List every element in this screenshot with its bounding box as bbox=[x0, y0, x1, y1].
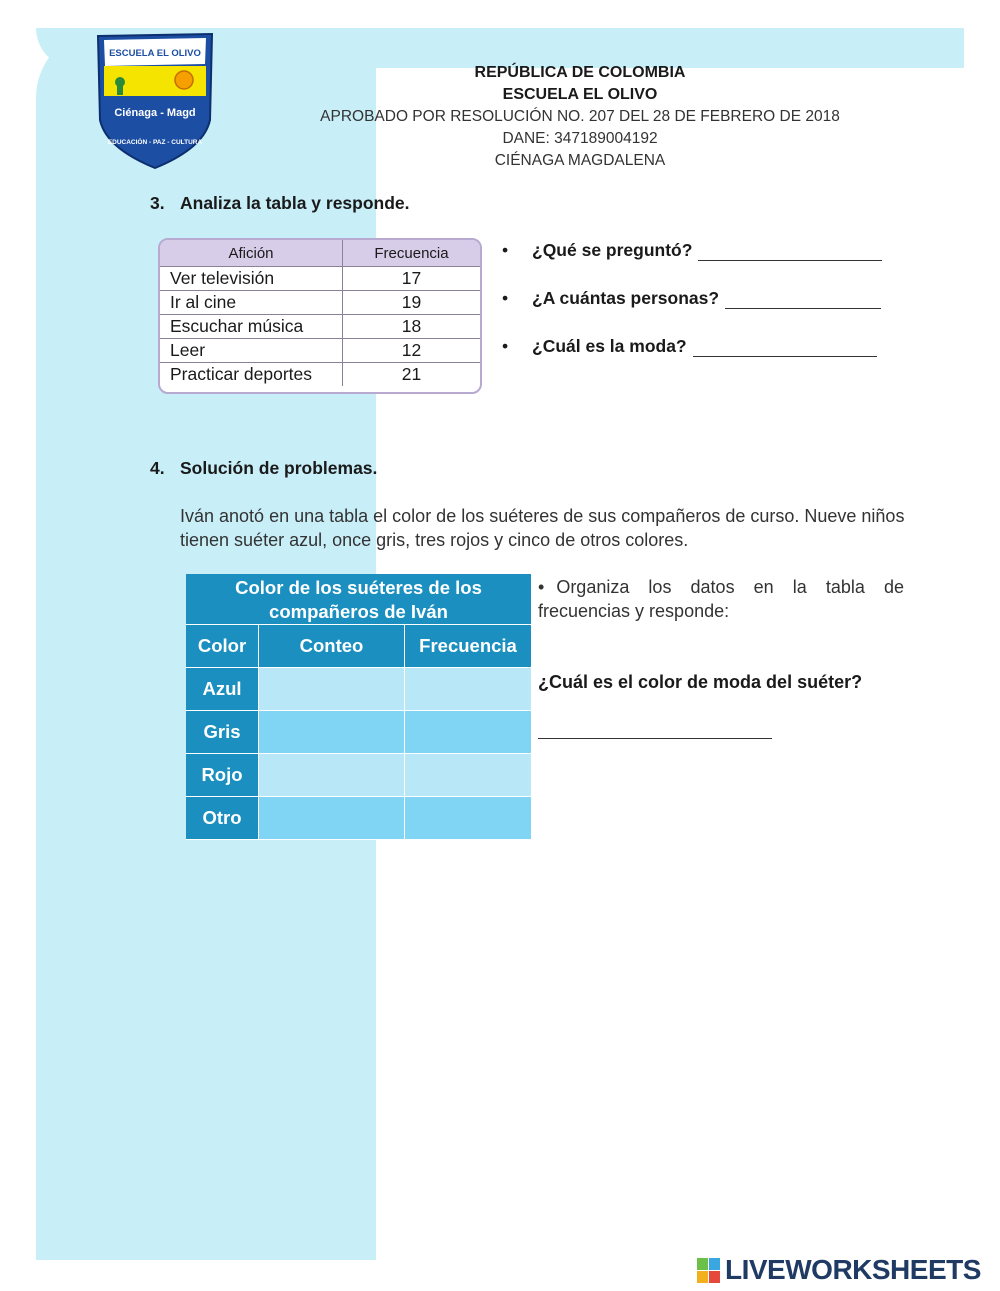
bullet-icon: • bbox=[538, 577, 545, 597]
table-row: Leer 12 bbox=[160, 339, 480, 363]
answer-line-input[interactable] bbox=[725, 292, 881, 309]
conteo-input[interactable] bbox=[259, 797, 405, 840]
table-row: Rojo bbox=[186, 754, 531, 797]
sweater-header-conteo: Conteo bbox=[259, 625, 405, 668]
table-row: Ver televisión 17 bbox=[160, 267, 480, 291]
hobby-table-frame bbox=[158, 238, 482, 394]
question-item: • ¿Qué se preguntó? bbox=[500, 240, 910, 288]
table-row: Gris bbox=[186, 711, 531, 754]
conteo-input[interactable] bbox=[259, 754, 405, 797]
section-3-title: 3. Analiza la tabla y responde. bbox=[150, 193, 410, 213]
hobby-header-frecuencia: Frecuencia bbox=[343, 240, 481, 267]
table-row: Escuchar música 18 bbox=[160, 315, 480, 339]
moda-question: ¿Cuál es el color de moda del suéter? bbox=[538, 672, 863, 692]
svg-text:EDUCACIÓN - PAZ - CULTURA: EDUCACIÓN - PAZ - CULTURA bbox=[107, 139, 203, 146]
question-item: • ¿Cuál es la moda? bbox=[500, 336, 910, 384]
answer-line-input[interactable] bbox=[693, 340, 877, 357]
header-resolution: APROBADO POR RESOLUCIÓN NO. 207 DEL 28 DE FEBRERO DE 2018 bbox=[320, 108, 840, 125]
header-country: REPÚBLICA DE COLOMBIA bbox=[474, 64, 686, 81]
table-row: Otro bbox=[186, 797, 531, 840]
school-logo bbox=[92, 30, 218, 170]
svg-text:Ciénaga - Magd: Ciénaga - Magd bbox=[114, 107, 196, 119]
sweater-table-caption: Color de los suéteres de los compañeros de Iván bbox=[186, 574, 531, 625]
answer-line-input[interactable] bbox=[698, 244, 882, 261]
table-row: Azul bbox=[186, 668, 531, 711]
conteo-input[interactable] bbox=[259, 668, 405, 711]
instruction-text: • Organiza los datos en la tabla de frecuencias y responde: bbox=[538, 577, 904, 621]
question-item: • ¿A cuántas personas? bbox=[500, 288, 910, 336]
frecuencia-input[interactable] bbox=[405, 797, 532, 840]
section-4-title: 4. Solución de problemas. bbox=[150, 458, 378, 478]
moda-answer-input[interactable] bbox=[538, 738, 772, 739]
sweater-header-color: Color bbox=[186, 625, 259, 668]
header-school: ESCUELA EL OLIVO bbox=[502, 86, 658, 103]
conteo-input[interactable] bbox=[259, 711, 405, 754]
hobby-frequency-table bbox=[160, 240, 480, 386]
sweater-header-frecuencia: Frecuencia bbox=[405, 625, 532, 668]
hobby-header-aficion: Afición bbox=[160, 240, 343, 267]
liveworksheets-brand: LIVEWORKSHEETS bbox=[725, 1254, 981, 1285]
document-header bbox=[280, 62, 880, 172]
liveworksheets-logo-icon bbox=[697, 1258, 721, 1284]
svg-text:ESCUELA EL OLIVO: ESCUELA EL OLIVO bbox=[109, 48, 201, 59]
table-row: Practicar deportes 21 bbox=[160, 363, 480, 387]
header-city: CIÉNAGA MAGDALENA bbox=[494, 152, 666, 169]
header-dane: DANE: 347189004192 bbox=[502, 130, 658, 147]
problem-paragraph: Iván anotó en una tabla el color de los suéteres de sus compañeros de curso. Nueve niños tienen suéter azul, once gris, tres rojos y cinco de otros colores. bbox=[180, 506, 905, 550]
table-row: Ir al cine 19 bbox=[160, 291, 480, 315]
frecuencia-input[interactable] bbox=[405, 711, 532, 754]
sweater-frequency-table bbox=[186, 574, 531, 840]
frecuencia-input[interactable] bbox=[405, 754, 532, 797]
section-3-questions bbox=[500, 240, 910, 384]
frecuencia-input[interactable] bbox=[405, 668, 532, 711]
